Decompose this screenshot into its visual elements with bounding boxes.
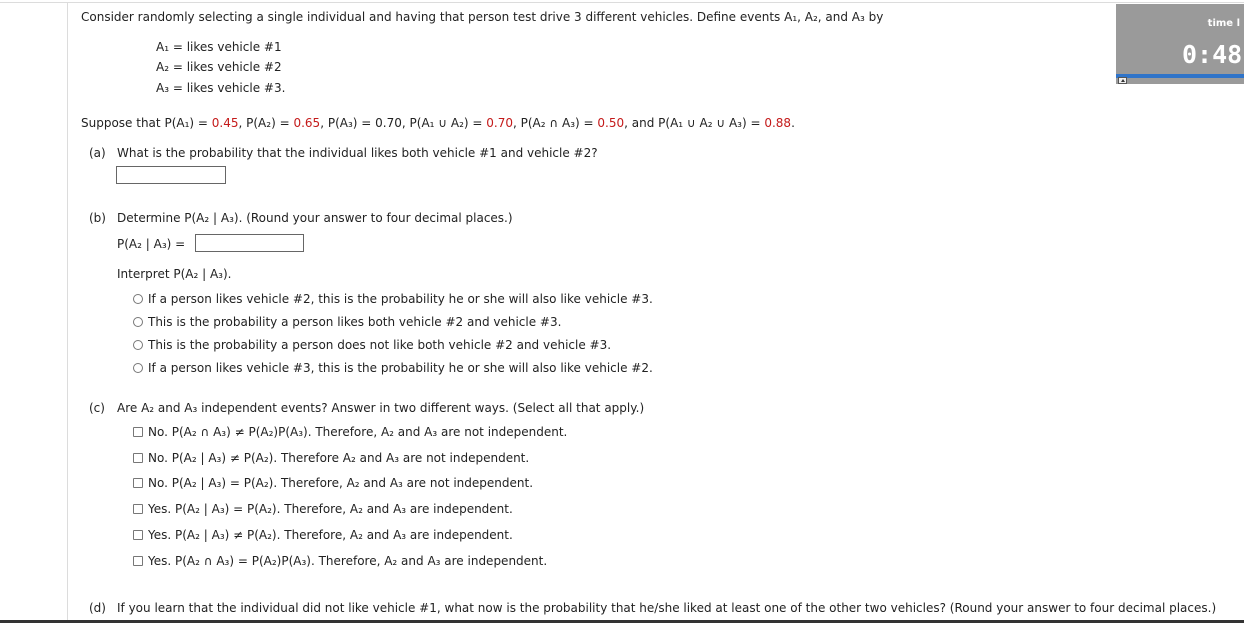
part-a-answer-input[interactable] [116, 166, 226, 184]
timer-collapse-icon[interactable] [1118, 77, 1127, 84]
event-a1: A₁ = likes vehicle #1 [156, 40, 282, 54]
part-c-option-6-checkbox[interactable] [133, 556, 143, 566]
part-b-option-1-radio[interactable] [133, 294, 143, 304]
part-b-option-3-label: This is the probability a person does not like both vehicle #2 and vehicle #3. [148, 338, 612, 352]
and-text: and [631, 116, 655, 130]
part-c-option-5-checkbox[interactable] [133, 530, 143, 540]
part-c-option-2-label: No. P(A₂ | A₃) ≠ P(A₂). Therefore A₂ and A₃ are not independent. [148, 451, 530, 465]
part-c-option-6-label: Yes. P(A₂ ∩ A₃) = P(A₂)P(A₃). Therefore, A₂ and A₃ are independent. [148, 554, 548, 568]
suppose-text: Suppose that [81, 116, 161, 130]
given-probabilities: Suppose that P(A₁) = 0.45, P(A₂) = 0.65, P(A₃) = 0.70, P(A₁ ∪ A₂) = 0.70, P(A₂ ∩ A₃) = 0.50, and P(A₁ ∪ A₂ ∪ A₃) = 0.88. [81, 116, 795, 130]
part-a-question: What is the probability that the individual likes both vehicle #1 and vehicle #2? [117, 146, 598, 160]
part-c-option-5-label: Yes. P(A₂ | A₃) ≠ P(A₂). Therefore, A₂ and A₃ are independent. [148, 528, 513, 542]
part-b-option-1-label: If a person likes vehicle #2, this is the probability he or she will also like vehicle #3. [148, 292, 653, 306]
part-b-option-4-radio[interactable] [133, 363, 143, 373]
part-d-label: (d) [89, 601, 106, 615]
pa2na3-label: P(A₂ ∩ A₃) = [520, 116, 594, 130]
part-b-label: (b) [89, 211, 106, 225]
part-c-option-3-checkbox[interactable] [133, 478, 143, 488]
part-c-option-1-checkbox[interactable] [133, 427, 143, 437]
timer-value: 0:48 [1182, 40, 1243, 69]
timer-progress-bar [1116, 74, 1244, 78]
part-c-option-3-label: No. P(A₂ | A₃) = P(A₂). Therefore, A₂ and A₃ are not independent. [148, 476, 534, 490]
pa2-value: 0.65 [293, 116, 321, 130]
part-b-answer-label: P(A₂ | A₃) = [117, 237, 186, 251]
part-b-answer-input[interactable] [195, 234, 304, 252]
pa1ua2-value: 0.70 [486, 116, 513, 130]
event-a2: A₂ = likes vehicle #2 [156, 60, 282, 74]
part-b-option-3-radio[interactable] [133, 340, 143, 350]
pa2-label: P(A₂) = [246, 116, 290, 130]
part-b-question: Determine P(A₂ | A₃). (Round your answer to four decimal places.) [117, 211, 513, 225]
left-divider [67, 2, 68, 623]
timer-label: time l [1207, 18, 1240, 29]
pall-label: P(A₁ ∪ A₂ ∪ A₃) = [658, 116, 761, 130]
pall-value: 0.88 [764, 116, 792, 130]
part-b-option-4-label: If a person likes vehicle #3, this is the probability he or she will also like vehicle #2. [148, 361, 653, 375]
pa1ua2-label: P(A₁ ∪ A₂) = [409, 116, 483, 130]
timer-panel [1116, 4, 1244, 84]
part-d-question: If you learn that the individual did not like vehicle #1, what now is the probability that he/she liked at least one of the other two vehicles? (Round your answer to four decimal places.) [117, 601, 1217, 615]
part-a-label: (a) [89, 146, 106, 160]
top-divider [0, 2, 1244, 3]
intro-text: Consider randomly selecting a single individual and having that person test drive 3 different vehicles. Define events A₁, A₂, and A₃ by [81, 10, 884, 24]
part-b-option-2-radio[interactable] [133, 317, 143, 327]
pa1-label: P(A₁) = [164, 116, 208, 130]
part-c-option-2-checkbox[interactable] [133, 453, 143, 463]
pa1-value: 0.45 [211, 116, 239, 130]
pa2na3-value: 0.50 [597, 116, 625, 130]
part-c-option-1-label: No. P(A₂ ∩ A₃) ≠ P(A₂)P(A₃). Therefore, A₂ and A₃ are not independent. [148, 425, 568, 439]
part-b-option-2-label: This is the probability a person likes both vehicle #2 and vehicle #3. [148, 315, 562, 329]
part-b-interpret: Interpret P(A₂ | A₃). [117, 267, 232, 281]
part-c-option-4-label: Yes. P(A₂ | A₃) = P(A₂). Therefore, A₂ and A₃ are independent. [148, 502, 513, 516]
part-c-label: (c) [89, 401, 105, 415]
pa3-value: 0.70, [375, 116, 406, 130]
event-a3: A₃ = likes vehicle #3. [156, 81, 286, 95]
pa3-label: P(A₃) = [327, 116, 372, 130]
part-c-option-4-checkbox[interactable] [133, 504, 143, 514]
part-c-question: Are A₂ and A₃ independent events? Answer in two different ways. (Select all that apply.) [117, 401, 645, 415]
